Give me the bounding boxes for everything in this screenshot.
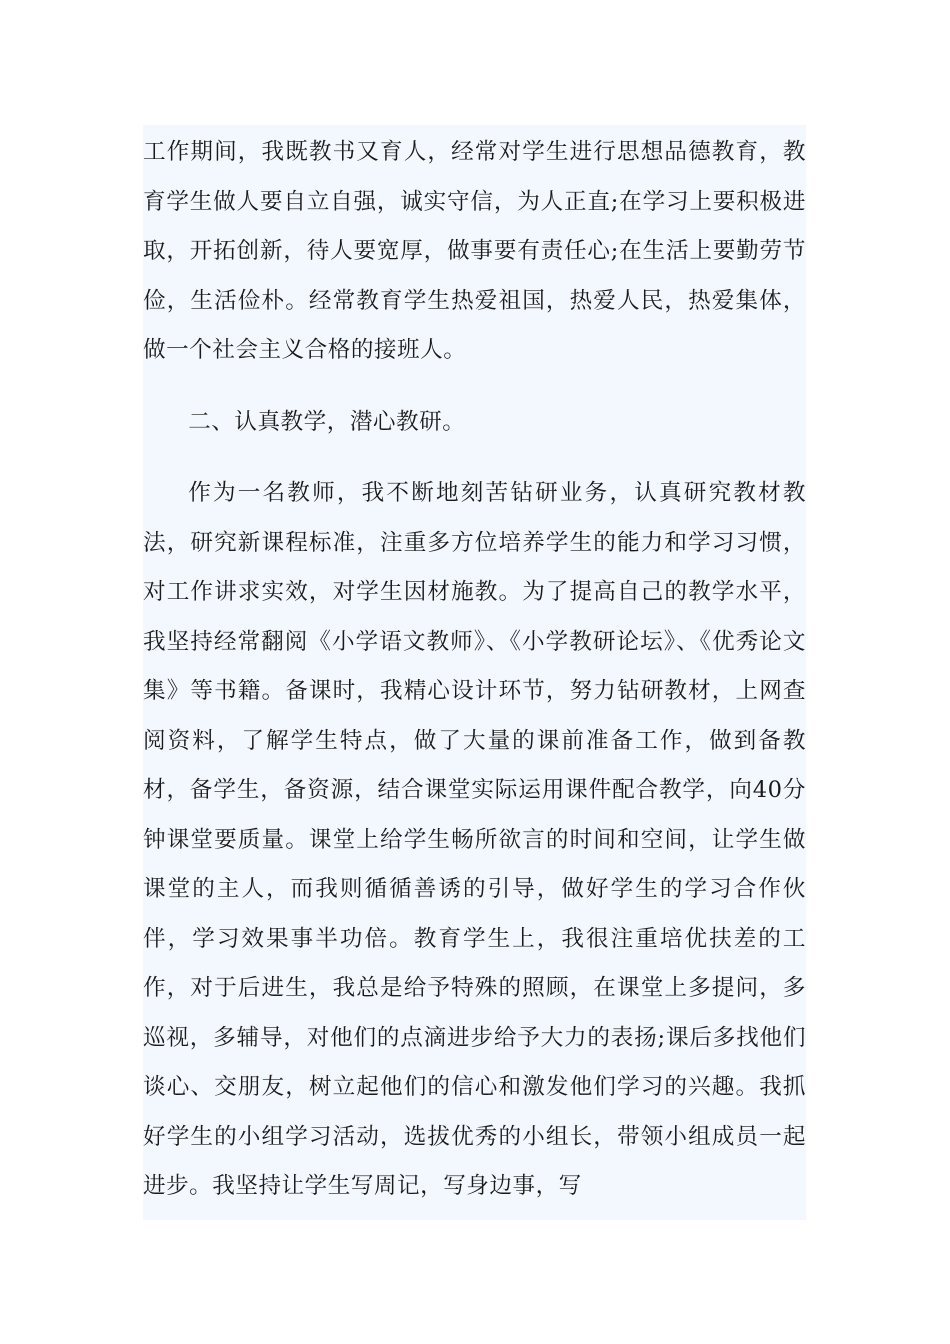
paragraph-moral-education: 工作期间，我既教书又育人，经常对学生进行思想品德教育，教育学生做人要自立自强，诚实守信，为人正直;在学习上要积极进取，开拓创新，待人要宽厚，做事要有责任心;在生活上要勤劳节俭，生活俭朴。经常教育学生热爱祖国，热爱人民，热爱集体，做一个社会主义合格的接班人。 (143, 139, 806, 363)
document-text-block (143, 125, 806, 1220)
paragraph-teaching-research: 作为一名教师，我不断地刻苦钻研业务，认真研究教材教法，研究新课程标准，注重多方位培养学生的能力和学习习惯，对工作讲求实效，对学生因材施教。为了提高自己的教学水平，我坚持经常翻阅《小学语文教师》、《小学教研论坛》、《优秀论文集》等书籍。备课时，我精心设计环节，努力钻研教材，上网查阅资料，了解学生特点，做了大量的课前准备工作，做到备教材，备学生，备资源，结合课堂实际运用课件配合教学，向40分钟课堂要质量。课堂上给学生畅所欲言的时间和空间，让学生做课堂的主人，而我则循循善诱的引导，做好学生的学习合作伙伴，学习效果事半功倍。教育学生上，我很注重培优扶差的工作，对于后进生，我总是给予特殊的照顾，在课堂上多提问，多巡视，多辅导，对他们的点滴进步给予大力的表扬;课后多找他们谈心、交朋友，树立起他们的信心和激发他们学习的兴趣。我抓好学生的小组学习活动，选拔优秀的小组长，带领小组成员一起进步。我坚持让学生写周记，写身边事，写 (143, 480, 806, 1199)
section-heading-teaching: 二、认真教学，潜心教研。 (188, 408, 466, 435)
